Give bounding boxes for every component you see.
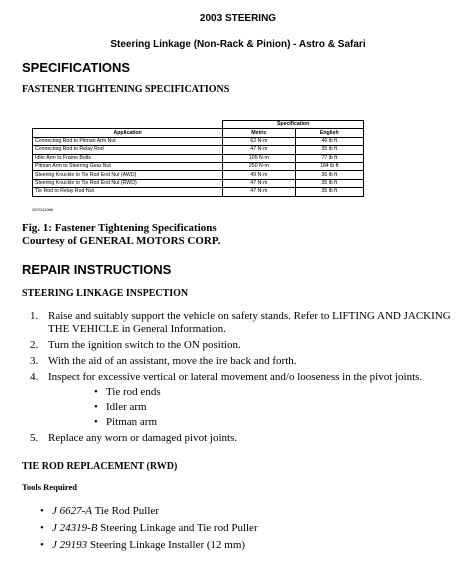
step-text: Raise and suitably support the vehicle on safety stands. Refer to LIFTING AND JACKING THE VEHICLE in General Information. [48,310,451,335]
table-header-row [33,129,364,137]
bullet-icon: • [40,539,44,551]
table-cell-english: 77 lb ft [295,154,363,162]
table-cell-application: Connecting Rod to Pitman Arm Nut [33,137,223,145]
tie-rod-replacement-heading: TIE ROD REPLACEMENT (RWD) [22,461,178,472]
bullet-icon: • [94,401,98,413]
tool-code: J 6627-A [52,505,93,517]
table-row [33,146,364,154]
tool-description: Steering Linkage Installer (12 mm) [87,539,246,551]
table-cell-application: Tie Rod to Relay Rod Nut [33,188,223,196]
list-item [30,310,460,336]
list-item [30,432,460,445]
figure-caption-courtesy: Courtesy of GENERAL MOTORS CORP. [22,235,221,247]
sub-item-text: Idler arm [106,401,147,413]
list-item [94,401,460,414]
bullet-icon: • [94,416,98,428]
step-number: 1. [30,310,39,322]
step-number: 4. [30,371,39,383]
repair-instructions-heading: REPAIR INSTRUCTIONS [22,262,172,277]
fastener-spec-table [32,120,364,197]
table-cell-application: Idler Arm to Frame Bolts [33,154,223,162]
figure-code: G07041066 [32,207,53,212]
table-cell-application: Steering Knuckle to Tie Rod End Nut (RWD) [33,179,223,187]
tool-description: Tie Rod Puller [92,505,159,517]
document-title: 2003 STEERING [199,13,277,24]
tool-code: J 24319-B [52,522,98,534]
list-item [94,416,460,429]
table-cell-metric: 105 N·m [223,154,295,162]
table-header-metric: Metric [223,129,295,137]
table-row [33,188,364,196]
step-text: Inspect for excessive vertical or lateral movement and/o looseness in the pivot joints. [48,371,423,383]
fastener-specs-heading: FASTENER TIGHTENING SPECIFICATIONS [22,84,230,95]
table-cell-metric: 47 N·m [223,188,295,196]
list-item [40,505,460,518]
table-cell-english: 35 lb ft [295,179,363,187]
table-cell-application: Steering Knuckle to Tie Rod End Nut (AWD) [33,171,223,179]
figure-caption [22,222,220,248]
step-text: Replace any worn or damaged pivot joints. [48,432,238,444]
table-cell-english: 46 lb ft [295,137,363,145]
bullet-icon: • [40,505,44,517]
step-number: 2. [30,339,39,351]
table-header-blank [33,121,223,129]
table-cell-metric: 62 N·m [223,137,295,145]
tools-list [40,505,460,556]
table-row [33,137,364,145]
table-row [33,162,364,170]
bullet-icon: • [40,522,44,534]
table-cell-metric: 47 N·m [223,179,295,187]
table-cell-english: 36 lb ft [295,171,363,179]
table-cell-english: 35 lb ft [295,146,363,154]
bullet-icon: • [94,386,98,398]
list-item [40,522,460,535]
table-cell-english: 35 lb ft [295,188,363,196]
table-cell-metric: 47 N·m [223,146,295,154]
pivot-joints-sublist [48,386,460,429]
table-row [33,179,364,187]
step-number: 3. [30,355,39,367]
inspection-steps-list [30,310,460,448]
table-cell-application: Connecting Rod to Relay Rod [33,146,223,154]
table-cell-english: 184 lb ft [295,162,363,170]
sub-item-text: Tie rod ends [106,386,161,398]
table-cell-application: Pitman Arm to Steering Gear Nut [33,162,223,170]
tools-required-heading: Tools Required [22,482,78,492]
tool-description: Steering Linkage and Tie rod Puller [97,522,258,534]
step-number: 5. [30,432,39,444]
table-row [33,154,364,162]
table-cell-metric: 49 N·m [223,171,295,179]
tool-code: J 29193 [52,539,88,551]
table-header-specification: Specification [223,121,364,129]
step-text: Turn the ignition switch to the ON position. [48,339,241,351]
table-group-header-row [33,121,364,129]
table-header-english: English [295,129,363,137]
table-header-application: Application [33,129,223,137]
step-text: With the aid of an assistant, move the ire back and forth. [48,355,297,367]
figure-caption-title: Fig. 1: Fastener Tightening Specifications [22,222,217,234]
list-item [30,339,460,352]
sub-item-text: Pitman arm [106,416,158,428]
steering-linkage-inspection-heading: STEERING LINKAGE INSPECTION [22,288,189,299]
list-item [30,355,460,368]
document-subtitle: Steering Linkage (Non-Rack & Pinion) - Astro & Safari [110,39,366,50]
list-item [30,371,460,429]
specifications-heading: SPECIFICATIONS [22,60,131,75]
table-row [33,171,364,179]
table-cell-metric: 250 N·m [223,162,295,170]
list-item [94,386,460,399]
list-item [40,539,460,552]
